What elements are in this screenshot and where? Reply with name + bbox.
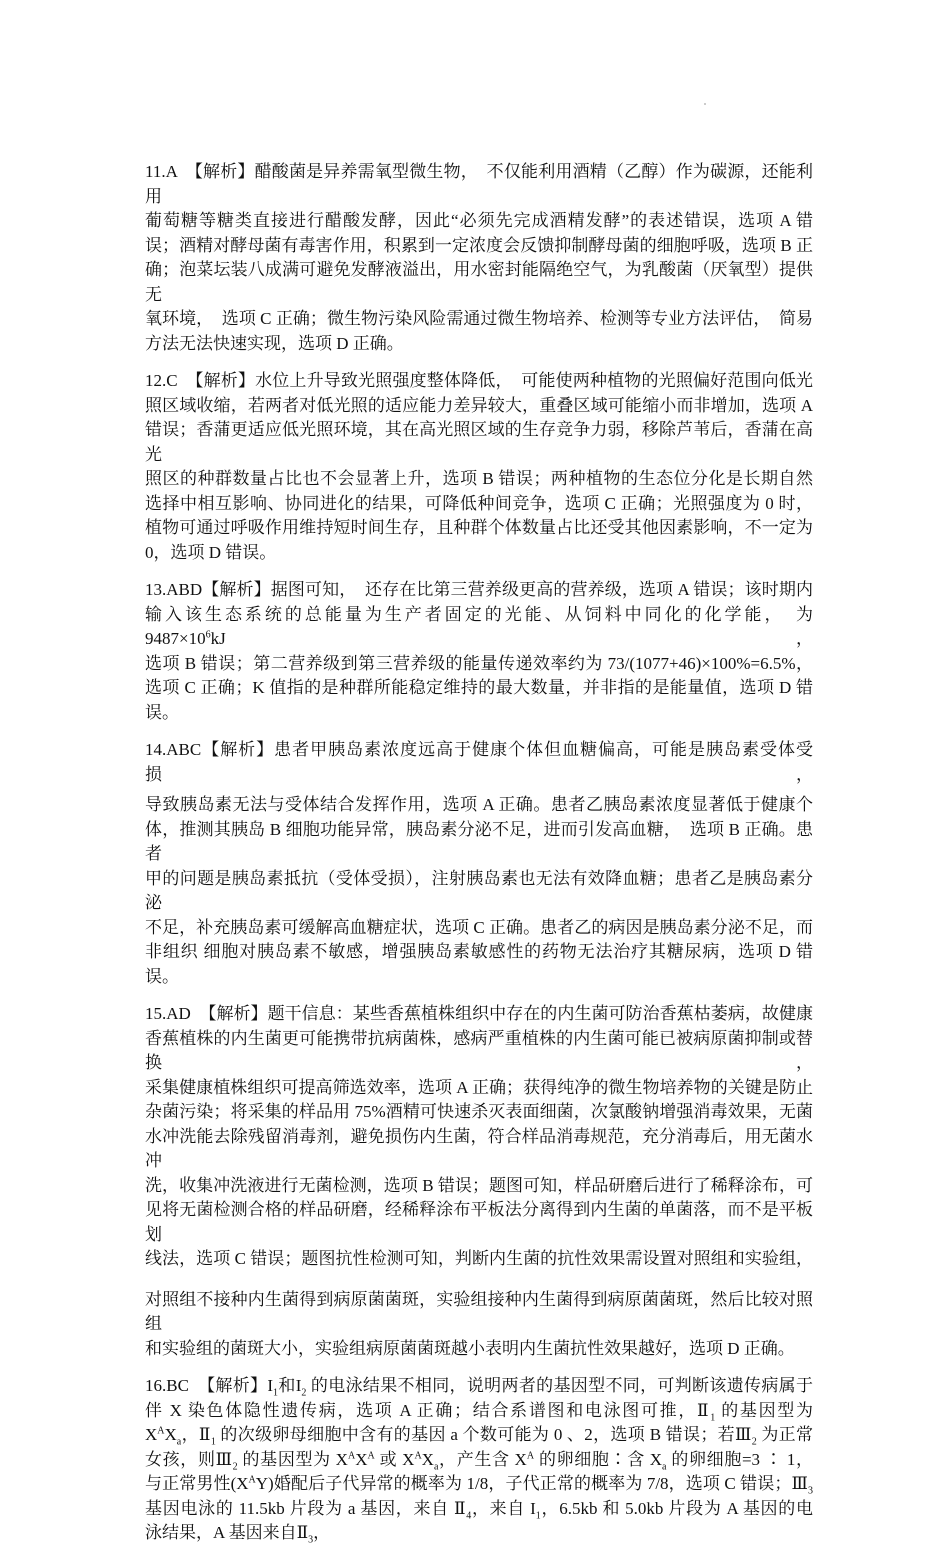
text-line: 错误；香蒲更适应低光照环境，其在高光照区域的生存竞争力弱，移除芦苇后，香蒲在高光 [145, 420, 813, 464]
superscript: A [367, 1449, 375, 1461]
superscript: 6 [205, 629, 211, 641]
text-run: 为正常 [756, 1425, 814, 1444]
text-run: 16.BC 【解析】I [145, 1376, 274, 1395]
subscript: 3 [308, 1534, 314, 1546]
subscript: 1 [273, 1387, 279, 1399]
text-line: 选项 C 正确；K 值指的是种群所能稳定维持的最大数量，并非指的是能量值，选项 D 错 [145, 678, 813, 697]
text-line [145, 1423, 813, 1448]
text-run: X [421, 1449, 434, 1469]
text-run: 输入该生态系统的总能量为生产者固定的光能、从饲料中同化的化学能， 为 9487×10 [145, 604, 813, 648]
text-line: 洗，收集冲洗液进行无菌检测，选项 B 错误；题图可知，样品研磨后进行了稀释涂布，可 [145, 1175, 813, 1195]
text-run: 伴 X 染色体隐性遗传病，选项 A 正确；结合系谱图和电泳图可推，Ⅱ [145, 1400, 711, 1420]
text-run: X [355, 1449, 368, 1469]
text-run: 女孩，则Ⅲ [145, 1449, 233, 1469]
text-line [145, 1374, 813, 1399]
text-run: 的次级卵母细胞中含有的基因 a 个数可能为 0 、2，选项 B 错误；若Ⅲ [215, 1425, 752, 1444]
text-line: 葡萄糖等糖类直接进行醋酸发酵，因此“必须先完成酒精发酵”的表述错误，选项 A 错 [145, 211, 813, 230]
subscript: 4 [466, 1509, 472, 1521]
text-line: 15.AD 【解析】题干信息：某些香蕉植株组织中存在的内生菌可防治香蕉枯萎病，故健康 [145, 1004, 813, 1023]
text-line: 非组织 细胞对胰岛素不敏感，增强胰岛素敏感性的药物无法治疗其糖尿病，选项 D 错误。 [145, 942, 813, 986]
text-line: 氧环境， 选项 C 正确；微生物污染风险需通过微生物培养、检测等专业方法评估， 简易 [145, 309, 813, 328]
answer-paragraph [145, 369, 813, 565]
subscript: 1 [710, 1411, 716, 1423]
text-line: 香蕉植株的内生菌更可能携带抗病菌株，感病严重植株的内生菌可能已被病原菌抑制或替换， [145, 1028, 813, 1072]
answer-paragraph [145, 1288, 813, 1362]
text-line: 确；泡菜坛装八成满可避免发酵液溢出，用水密封能隔绝空气，为乳酸菌（厌氧型）提供无 [145, 260, 813, 304]
text-line [145, 1448, 813, 1473]
text-line [145, 1399, 813, 1424]
subscript: 2 [301, 1387, 307, 1399]
text-run: kJ， [210, 629, 813, 648]
text-line: 12.C 【解析】水位上升导致光照强度整体降低， 可能使两种植物的光照偏好范围向低光 [145, 371, 813, 390]
text-line: 对照组不接种内生菌得到病原菌菌斑，实验组接种内生菌得到病原菌菌斑，然后比较对照组 [145, 1289, 813, 1333]
text-line: 采集健康植株组织可提高筛选效率，选项 A 正确；获得纯净的微生物培养物的关键是防止 [145, 1077, 813, 1097]
text-run: 基因电泳的 11.5kb 片段为 a 基因，来自 Ⅱ [145, 1498, 467, 1518]
superscript: A [414, 1449, 422, 1461]
text-line: 植物可通过呼吸作用维持短时间生存，且种群个体数量占比还受其他因素影响，不一定为 [145, 518, 813, 537]
text-line: 线法，选项 C 错误；题图抗性检测可知，判断内生菌的抗性效果需设置对照组和实验组， [145, 1249, 813, 1268]
text-line [145, 1521, 813, 1546]
text-run: 的电泳结果不相同，说明两者的基因型不同，可判断该遗传病属于 [306, 1376, 814, 1395]
text-run: ，6.5kb 和 5.0kb 片段为 A 基因的电 [540, 1498, 814, 1518]
text-line [145, 603, 813, 652]
superscript: A [347, 1449, 356, 1461]
answer-paragraph [145, 1002, 813, 1272]
text-line: 导致胰岛素无法与受体结合发挥作用，选项 A 正确。患者乙胰岛素浓度显著低于健康个 [145, 795, 813, 814]
text-run: Y)婚配后子代异常的概率为 1/8，子代正常的概率为 7/8，选项 C 错误；Ⅲ [255, 1474, 808, 1493]
text-run: ， [313, 1523, 331, 1542]
text-line: 见将无菌检测合格的样品研磨，经稀释涂布平板法分离得到内生菌的单菌落，而不是平板划 [145, 1200, 813, 1244]
text-run: 的卵细胞∶含 X [534, 1449, 663, 1469]
text-line: 13.ABD【解析】据图可知， 还存在比第三营养级更高的营养级，选项 A 错误；该时期内 [145, 580, 813, 599]
text-line: 11.A 【解析】醋酸菌是异养需氧型微生物， 不仅能利用酒精（乙醇）作为碳源，还能利用 [145, 162, 813, 206]
answer-paragraph [145, 578, 813, 725]
text-line: 水冲洗能去除残留消毒剂，避免损伤内生菌，符合样品消毒规范，充分消毒后，用无菌水冲 [145, 1126, 813, 1170]
text-run: 的基因型为 [715, 1400, 814, 1420]
subscript: a [433, 1460, 439, 1472]
subscript: a [176, 1436, 182, 1448]
document-body [145, 0, 813, 1546]
text-line: 照区域收缩，若两者对低光照的适应能力差异较大，重叠区域可能缩小而非增加，选项 A [145, 395, 813, 415]
text-line: 体，推测其胰岛 B 细胞功能异常，胰岛素分泌不足，进而引发高血糖， 选项 B 正确。患者 [145, 819, 813, 863]
text-run: 和I [278, 1376, 302, 1395]
text-line: 甲的问题是胰岛素抵抗（受体受损），注射胰岛素也无法有效降血糖；患者乙是胰岛素分泌 [145, 868, 813, 912]
answer-paragraph [145, 160, 813, 356]
text-line: 选项 B 错误；第二营养级到第三营养级的能量传递效率约为 73/(1077+46)×100%=6.5%， [145, 653, 813, 673]
text-line: 误。 [145, 702, 179, 722]
subscript: 1 [535, 1509, 541, 1521]
subscript: a [662, 1460, 667, 1472]
text-line: 照区的种群数量占比也不会显著上升，选项 B 错误；两种植物的生态位分化是长期自然 [145, 469, 813, 488]
text-line [145, 1497, 813, 1522]
text-run: X [164, 1425, 177, 1444]
text-run: 或 X [374, 1449, 415, 1469]
text-line: 选择中相互影响、协同进化的结果，可降低种间竞争，选项 C 正确；光照强度为 0 时， [145, 493, 813, 513]
text-line: 0，选项 D 错误。 [145, 542, 277, 562]
text-line: 误；酒精对酵母菌有毒害作用，积累到一定浓度会反馈抑制酵母菌的细胞呼吸，选项 B 正 [145, 235, 813, 255]
subscript: 2 [232, 1460, 238, 1472]
subscript: 1 [210, 1436, 216, 1448]
text-run: ，Ⅱ [181, 1425, 211, 1444]
text-run: 泳结果，A 基因来自Ⅱ [145, 1523, 309, 1542]
subscript: 3 [807, 1485, 813, 1497]
text-line: 杂菌污染；将采集的样品用 75%酒精可快速杀灭表面细菌，次氯酸钠增强消毒效果，无菌 [145, 1102, 813, 1121]
answer-paragraph [145, 738, 813, 989]
superscript: A [157, 1425, 165, 1437]
text-run: ，来自 I [471, 1498, 536, 1518]
text-line: 方法无法快速实现，选项 D 正确。 [145, 333, 404, 353]
text-line: 和实验组的菌斑大小，实验组病原菌菌斑越小表明内生菌抗性效果越好，选项 D 正确。 [145, 1338, 795, 1358]
superscript: A [526, 1449, 535, 1461]
text-line: 14.ABC【解析】患者甲胰岛素浓度远高于健康个体但血糖偏高，可能是胰岛素受体受损， [145, 740, 813, 784]
text-run: X [145, 1425, 158, 1444]
text-run: 与正常男性(X [145, 1474, 249, 1493]
text-line [145, 1472, 813, 1497]
text-run: 的卵细胞=3 ∶ 1， [666, 1449, 814, 1469]
text-run: 的基因型为 X [237, 1449, 348, 1469]
superscript: A [248, 1474, 256, 1486]
subscript: 2 [751, 1436, 757, 1448]
answer-paragraph [145, 1374, 813, 1546]
text-run: ，产生含 X [438, 1449, 527, 1469]
text-line: 不足，补充胰岛素可缓解高血糖症状，选项 C 正确。患者乙的病因是胰岛素分泌不足，而 [145, 917, 813, 937]
